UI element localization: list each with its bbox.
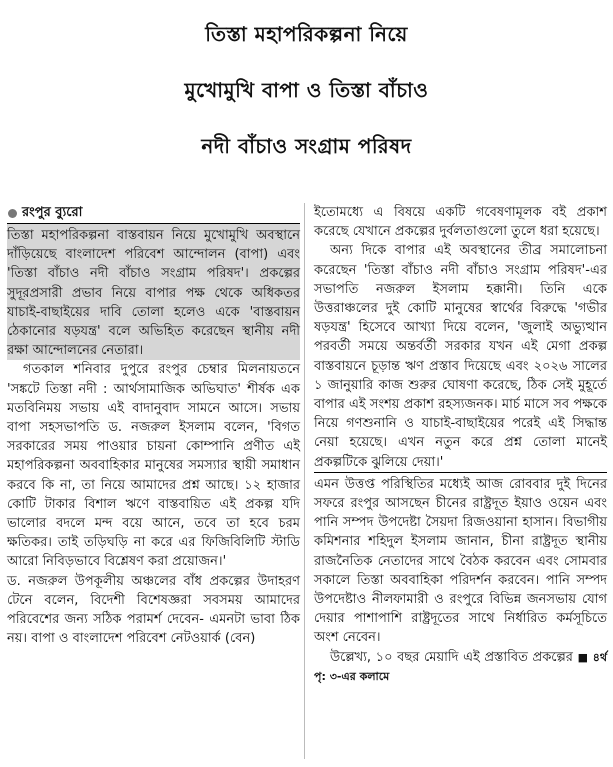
right-paragraph-3: এমন উত্তপ্ত পরিস্থিতির মধ্যেই আজ রোববার দুই দিনের সফরে রংপুর আসছেন চীনের রাষ্ট্রদূত ইয়াও ওয়েন এবং পানি সম্পদ উপদেষ্টা সৈয়দা রিজওয়ানা হাসান। বিভাগীয় কমিশনার শহিদুল ইসলাম জানান, চীনা রাষ্ট্রদূত স্থানীয় রাজনৈতিক নেতাদের সাথে বৈঠক করবেন এবং সোমবার সকালে তিস্তা অববাহিকা পরিদর্শন করবেন। পানি সম্পদ উপদেষ্টাও নীলফামারী ও রংপুরে বিভিন্ন জনসভায় যোগ দেয়ার পাশাপাশি রাষ্ট্রদূতের সাথে নির্ধারিত কর্মসূচিতে অংশ নেবেন। [314,472,607,648]
left-column [7,223,300,648]
right-paragraph-2: অন্য দিকে বাপার এই অবস্থানের তীব্র সমালোচনা করেছেন 'তিস্তা বাঁচাও নদী বাঁচাও সংগ্রাম পরিষদ'-এর সভাপতি নজরুল ইসলাম হক্কানী। তিনি একে উত্তরাঞ্চলের দুই কোটি মানুষের স্বার্থের বিরুদ্ধে 'গভীর ষড়যন্ত্র' হিসেবে আখ্যা দিয়ে বলেন, 'জুলাই অভ্যুত্থান পরবর্তী সময়ে অন্তর্বর্তী সরকার যখন এই মেগা প্রকল্প বাস্তবায়নে চূড়ান্ত ঋণ প্রস্তাব দিয়েছে এবং ২০২৬ সালের ১ জানুয়ারি কাজ শুরুর ঘোষণা করেছে, ঠিক সেই মুহূর্তে বাপার এই সংশয় প্রকাশ রহস্যজনক। মার্চ মাসে সব পক্ষকে নিয়ে গণশুনানি ও যাচাই-বাছাইয়ের পরেই এই সিদ্ধান্ত নেয়া হয়েছে। এখন নতুন করে প্রশ্ন তোলা মানেই প্রকল্পটিকে ঝুলিয়ে দেয়া।' [314,243,607,470]
headline-line-3: নদী বাঁচাও সংগ্রাম পরিষদ [201,134,412,158]
bullet-icon [8,209,17,218]
continued-on-page-label: ■ ৪র্থ পৃ: ৩-এর কলামে [314,650,607,683]
right-paragraph-1: ইতোমধ্যে এ বিষয়ে একটি গবেষণামূলক বই প্রকাশ করেছে যেখানে প্রকল্পের দুর্বলতাগুলো তুলে ধরা হয়েছে। [314,205,607,240]
right-column [314,203,607,686]
headline-line-2: মুখোমুখি বাপা ও তিস্তা বাঁচাও [184,78,429,102]
right-paragraph-4 [314,648,607,686]
left-paragraph-1: তিস্তা মহাপরিকল্পনা বাস্তবায়ন নিয়ে মুখোমুখি অবস্থানে দাঁড়িয়েছে বাংলাদেশ পরিবেশ আন্দোলন (বাপা) এবং 'তিস্তা বাঁচাও নদী বাঁচাও সংগ্রাম পরিষদ'। প্রকল্পের সুদূরপ্রসারী প্রভাব নিয়ে বাপার পক্ষ থেকে অধিকতর যাচাই-বাছাইয়ের দাবি তোলা হলেও একে 'বাস্তবায়ন ঠেকানোর ষড়যন্ত্র' বলে অভিহিত করেছেন স্থানীয় নদী রক্ষা আন্দোলনের নেতারা। [7,223,300,360]
column-divider [304,203,305,759]
left-paragraph-2: গতকাল শনিবার দুপুরে রংপুর চেম্বার মিলনায়তনে 'সঙ্কটে তিস্তা নদী : আর্থসামাজিক অভিঘাত' শীর্ষক এক মতবিনিময় সভায় এই বাদানুবাদ সামনে আসে। সভায় বাপা সহসভাপতি ড. নজরুল ইসলাম বলেন, 'বিগত সরকারের সময় পাওয়ার চায়না কোম্পানি প্রণীত এই মহাপরিকল্পনা অববাহিকার মানুষের সমস্যার স্থায়ী সমাধান করবে কি না, তা নিয়ে আমাদের প্রশ্ন আছে। ১২ হাজার কোটি টাকার বিশাল ঋণে বাস্তবায়িত এই প্রকল্প যদি ভালোর বদলে মন্দ বয়ে আনে, তবে তা হবে চরম ক্ষতিকর। তাই তড়িঘড়ি না করে এর ফিজিবিলিটি স্টাডি আরো নিবিড়ভাবে বিশ্লেষণ করা প্রয়োজন।' [7,362,300,570]
headline [0,6,613,174]
byline-text: রংপুর ব্যুরো [22,205,83,220]
byline [8,203,82,224]
left-paragraph-3: ড. নজরুল উপকূলীয় অঞ্চলের বাঁধ প্রকল্পের উদাহরণ টেনে বলেন, বিদেশী বিশেষজ্ঞরা সবসময় আমাদের পরিবেশের জন্য সঠিক পরামর্শ দেবেন- এমনটা ভাবা ঠিক নয়। বাপা ও বাংলাদেশ পরিবেশ নেটওয়ার্ক (বেন) [7,573,300,647]
headline-line-1: তিস্তা মহাপরিকল্পনা নিয়ে [205,22,408,46]
right-paragraph-4-text: উল্লেখ্য, ১০ বছর মেয়াদি এই প্রস্তাবিত প্রকল্পের [330,649,573,665]
